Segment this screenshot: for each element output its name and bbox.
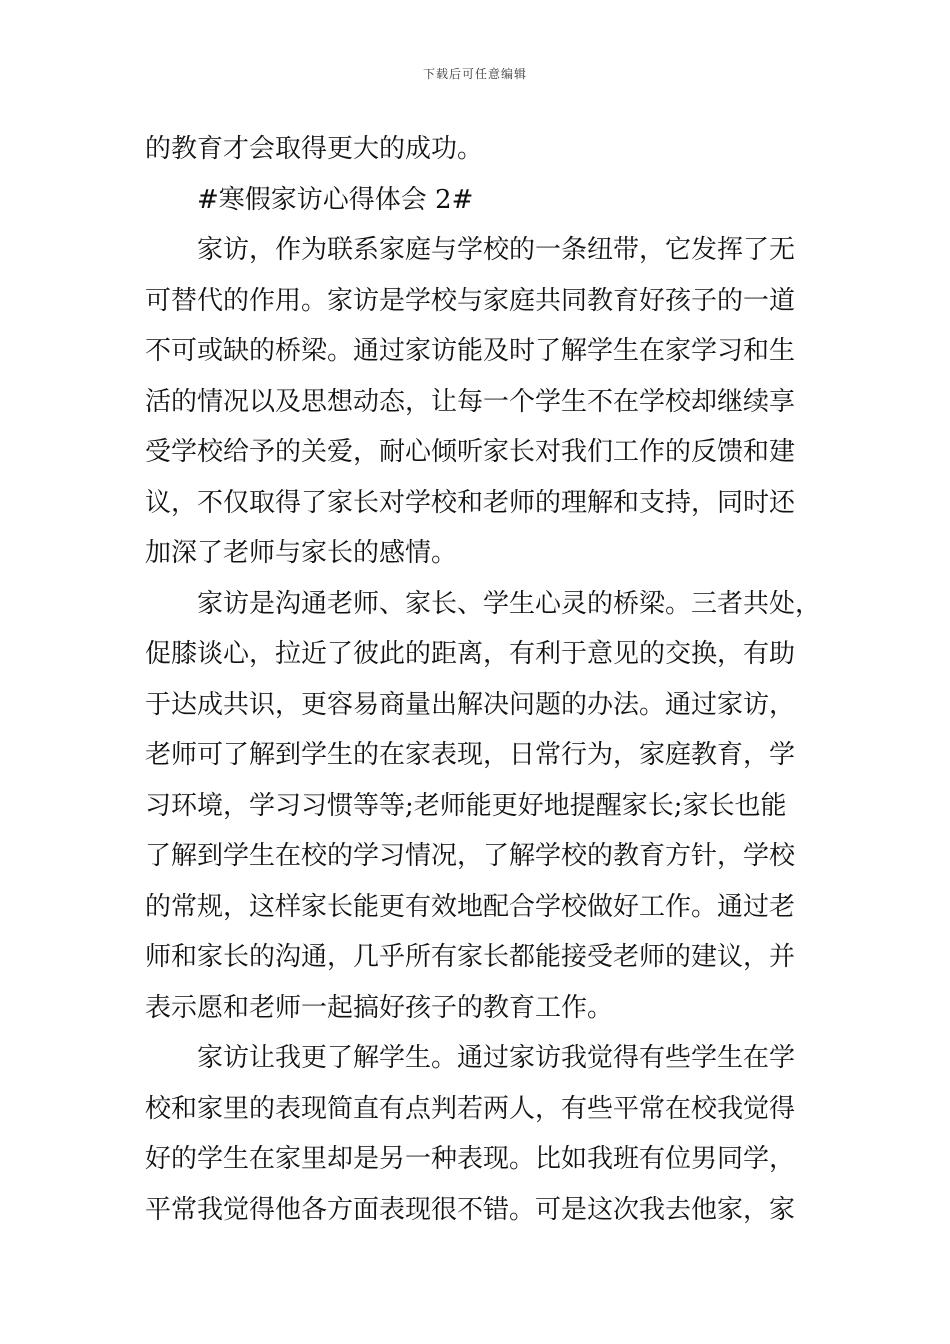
- text-line: 促膝谈心，拉近了彼此的距离，有利于意见的交换，有助: [145, 639, 796, 669]
- text-line: 习环境，学习习惯等等;老师能更好地提醒家长;家长也能: [145, 790, 787, 821]
- text-line: 师和家长的沟通，几乎所有家长都能接受老师的建议，并: [145, 942, 796, 972]
- text-line: 家访是沟通老师、家长、学生心灵的桥梁。三者共处，: [197, 588, 822, 619]
- text-line: 议，不仅取得了家长对学校和老师的理解和支持，同时还: [145, 487, 796, 518]
- text-line: 家访，作为联系家庭与学校的一条纽带，它发挥了无: [197, 235, 796, 265]
- page-header: 下载后可任意编辑: [422, 67, 527, 81]
- document-body: [145, 124, 822, 1235]
- text-line: 校和家里的表现简直有点判若两人，有些平常在校我觉得: [145, 1093, 796, 1124]
- text-line: 受学校给予的关爱，耐心倾听家长对我们工作的反馈和建: [145, 437, 796, 467]
- text-line: 的常规，这样家长能更有效地配合学校做好工作。通过老: [145, 891, 796, 922]
- text-line: 了解到学生在校的学习情况，了解学校的教育方针，学校: [145, 841, 796, 871]
- text-line: 平常我觉得他各方面表现很不错。可是这次我去他家，家: [145, 1194, 796, 1225]
- text-line: 家访让我更了解学生。通过家访我觉得有些学生在学: [197, 1043, 796, 1073]
- text-line: 表示愿和老师一起搞好孩子的教育工作。: [145, 992, 614, 1023]
- text-line: 加深了老师与家长的感情。: [145, 538, 458, 568]
- text-line: 不可或缺的桥梁。通过家访能及时了解学生在家学习和生: [145, 336, 796, 366]
- text-line: 老师可了解到学生的在家表现，日常行为，家庭教育，学: [145, 740, 796, 770]
- text-line: 好的学生在家里却是另一种表现。比如我班有位男同学，: [145, 1144, 796, 1174]
- text-line: 的教育才会取得更大的成功。: [145, 134, 484, 164]
- text-line: 于达成共识，更容易商量出解决问题的办法。通过家访，: [145, 689, 796, 720]
- text-line: 可替代的作用。家访是学校与家庭共同教育好孩子的一道: [145, 285, 796, 316]
- text-line: 活的情况以及思想动态，让每一个学生不在学校却继续享: [145, 386, 796, 417]
- section-heading: #寒假家访心得体会 2#: [197, 184, 474, 215]
